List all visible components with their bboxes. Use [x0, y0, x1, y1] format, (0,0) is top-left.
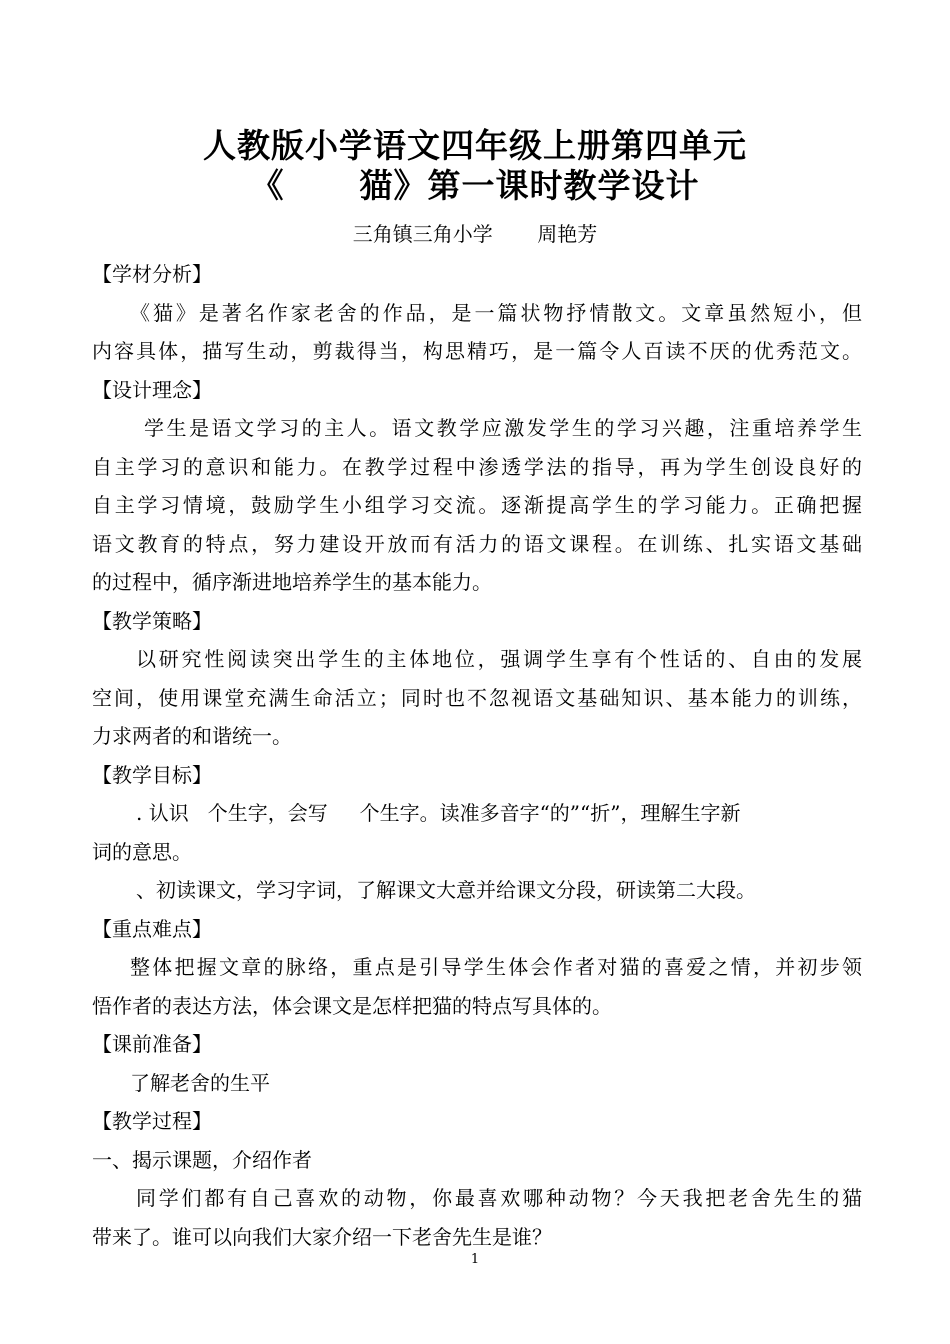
section-heading-preparation: 【课前准备】 — [92, 1032, 212, 1056]
paragraph-line: 了解老舍的生平 — [130, 1070, 270, 1095]
section-heading-process: 【教学过程】 — [92, 1109, 212, 1133]
section-heading-teaching-strategy: 【教学策略】 — [92, 608, 212, 633]
paragraph-line: 的过程中，循序渐进地培养学生的基本能力。 — [92, 570, 492, 594]
paragraph-line: 力求两者的和谐统一。 — [92, 724, 292, 748]
document-title-line-2: 《 猫》第一课时教学设计 — [250, 166, 700, 205]
paragraph-line: 《猫》是著名作家老舍的作品，是一篇状物抒情散文。文章虽然短小，但 — [130, 300, 862, 325]
paragraph-line: 自主学习情境，鼓励学生小组学习交流。逐渐提高学生的学习能力。正确把握 — [92, 493, 862, 517]
page-number: 1 — [470, 1252, 480, 1267]
section-heading-design-concept: 【设计理念】 — [92, 377, 212, 402]
paragraph-line: 语文教育的特点，努力建设开放而有活力的语文课程。在训练、扎实语文基础 — [92, 531, 862, 556]
section-heading-material-analysis: 【学材分析】 — [92, 262, 212, 286]
paragraph-line: 整体把握文章的脉络，重点是引导学生体会作者对猫的喜爱之情，并初步领 — [130, 955, 862, 979]
section-heading-key-points: 【重点难点】 — [92, 916, 212, 941]
goal-item-1: . 认识 个生字，会写 个生字。读准多音字“的”“折”，理解生字新 — [136, 801, 741, 825]
section-heading-teaching-goals: 【教学目标】 — [92, 762, 212, 787]
paragraph-line: 同学们都有自己喜欢的动物，你最喜欢哪种动物？今天我把老舍先生的猫 — [136, 1186, 862, 1210]
paragraph-line: 带来了。谁可以向我们大家介绍一下老舍先生是谁？ — [92, 1224, 552, 1249]
paragraph-line: 学生是语文学习的主人。语文教学应激发学生的学习兴趣，注重培养学生 — [144, 416, 862, 440]
paragraph-line: 以研究性阅读突出学生的主体地位，强调学生享有个性话的、自由的发展 — [136, 647, 862, 671]
goal-item-2: 、初读课文，学习字词，了解课文大意并给课文分段，研读第二大段。 — [136, 878, 756, 902]
document-title-line-1: 人教版小学语文四年级上册第四单元 — [203, 126, 747, 165]
process-step-heading: 一、揭示课题，介绍作者 — [92, 1147, 312, 1172]
paragraph-line: 内容具体，描写生动，剪裁得当，构思精巧，是一篇令人百读不厌的优秀范文。 — [92, 339, 862, 363]
author-line: 三角镇三角小学 周艳芳 — [352, 222, 598, 246]
paragraph-line: 悟作者的表达方法，体会课文是怎样把猫的特点写具体的。 — [92, 993, 612, 1018]
paragraph-line: 空间，使用课堂充满生命活立；同时也不忽视语文基础知识、基本能力的训练， — [92, 685, 862, 710]
document-body — [92, 255, 862, 1256]
goal-item-1-continued: 词的意思。 — [92, 839, 192, 864]
paragraph-line: 自主学习的意识和能力。在教学过程中渗透学法的指导，再为学生创设良好的 — [92, 454, 862, 479]
